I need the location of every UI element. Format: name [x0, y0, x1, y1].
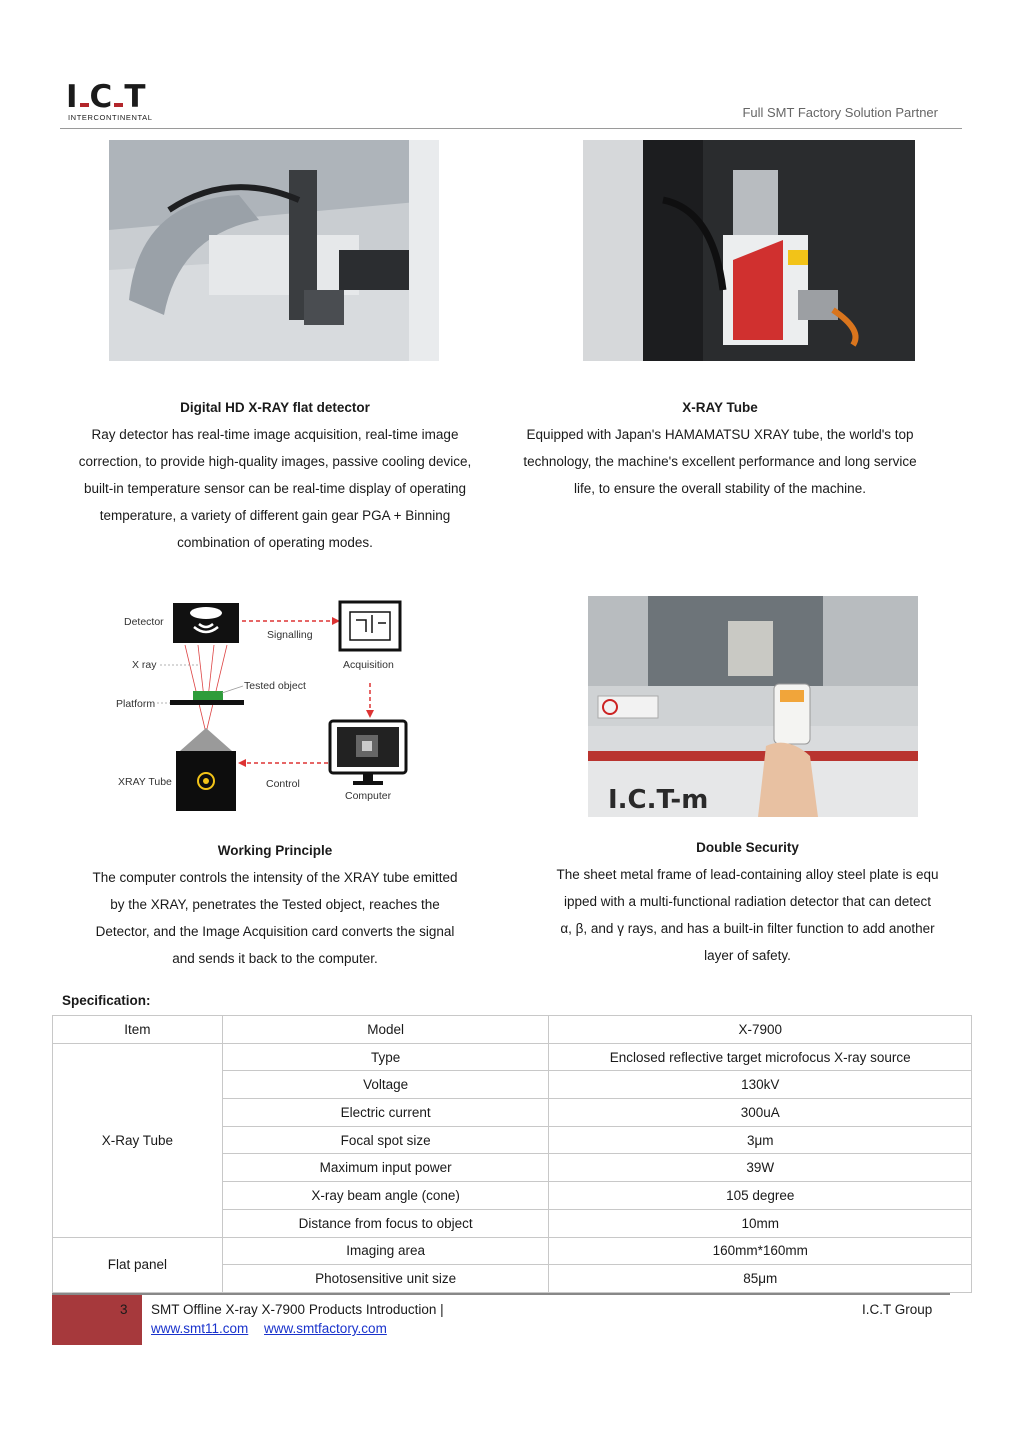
footer-link-smt11[interactable]: www.smt11.com — [151, 1321, 249, 1336]
diagram-platform-label: Platform — [116, 698, 156, 710]
param-cell: Voltage — [222, 1071, 549, 1099]
param-cell: Type — [222, 1043, 549, 1071]
table-row — [53, 1237, 972, 1265]
diagram-xray-label: X ray — [132, 659, 157, 671]
value-cell: 160mm*160mm — [549, 1237, 972, 1265]
footer-divider — [52, 1293, 950, 1295]
footer-title: SMT Offline X-ray X-7900 Products Introduction | — [151, 1302, 444, 1317]
specification-table — [52, 1015, 972, 1293]
header-divider — [60, 128, 962, 129]
table-header-row — [53, 1016, 972, 1044]
footer-links — [151, 1321, 399, 1336]
detector-line: Ray detector has real-time image acquisition, real-time image — [91, 427, 459, 442]
param-cell: Electric current — [222, 1099, 549, 1127]
diagram-control-label: Control — [266, 778, 300, 790]
value-cell: 10mm — [549, 1209, 972, 1237]
param-cell: Focal spot size — [222, 1126, 549, 1154]
logo-dot — [80, 103, 89, 107]
header-tagline: Full SMT Factory Solution Partner — [742, 105, 938, 120]
value-cell: 300uA — [549, 1099, 972, 1127]
value-cell: 85μm — [549, 1265, 972, 1293]
value-cell: 39W — [549, 1154, 972, 1182]
tube-title: X-RAY Tube — [682, 400, 758, 415]
principle-line: by the XRAY, penetrates the Tested object, reaches the — [110, 897, 440, 912]
specification-label: Specification: — [62, 993, 151, 1008]
detector-caption — [60, 394, 490, 556]
detector-line: temperature, a variety of different gain gear PGA + Binning — [99, 508, 451, 523]
flat-detector-photo — [109, 140, 439, 361]
machine-brand-label: I.C.T-m — [608, 785, 709, 815]
value-cell: Enclosed reflective target microfocus X-ray source — [549, 1043, 972, 1071]
value-cell: 130kV — [549, 1071, 972, 1099]
company-logo — [66, 79, 147, 115]
group-xray-tube: X-Ray Tube — [53, 1043, 223, 1237]
diagram-computer-label: Computer — [345, 790, 392, 802]
principle-line: The computer controls the intensity of the XRAY tube emitted — [92, 870, 458, 885]
principle-line: Detector, and the Image Acquisition card converts the signal — [95, 924, 455, 939]
footer-accent-bar — [52, 1294, 142, 1345]
security-line: α, β, and γ rays, and has a built-in filter function to add another — [560, 921, 935, 936]
footer-link-smtfactory[interactable]: www.smtfactory.com — [264, 1321, 387, 1336]
detector-line: built-in temperature sensor can be real-time display of operating — [84, 481, 466, 496]
security-title: Double Security — [696, 840, 799, 855]
logo-subtitle: INTERCONTINENTAL — [68, 113, 153, 122]
header-model: Model — [222, 1016, 549, 1044]
diagram-detector-label: Detector — [124, 616, 164, 628]
tube-line: Equipped with Japan's HAMAMATSU XRAY tube, the world's top — [526, 427, 914, 442]
param-cell: Maximum input power — [222, 1154, 549, 1182]
logo-letter: I — [66, 79, 79, 115]
detector-line: combination of operating modes. — [177, 535, 373, 550]
page-number: 3 — [120, 1302, 128, 1317]
param-cell: Distance from focus to object — [222, 1209, 549, 1237]
detector-title: Digital HD X-RAY flat detector — [180, 400, 370, 415]
principle-line: and sends it back to the computer. — [172, 951, 378, 966]
xray-tube-photo — [583, 140, 915, 361]
header-item: Item — [53, 1016, 223, 1044]
tube-line: life, to ensure the overall stability of the machine. — [574, 481, 866, 496]
security-line: The sheet metal frame of lead-containing alloy steel plate is equ — [556, 867, 939, 882]
header-model-value: X-7900 — [549, 1016, 972, 1044]
diagram-acquisition-label: Acquisition — [343, 659, 394, 671]
value-cell: 105 degree — [549, 1182, 972, 1210]
detector-line: correction, to provide high-quality images, passive cooling device, — [78, 454, 472, 469]
diagram-xray-tube-label: XRAY Tube — [118, 776, 172, 788]
table-row — [53, 1043, 972, 1071]
tube-line: technology, the machine's excellent performance and long service — [523, 454, 917, 469]
security-line: layer of safety. — [704, 948, 791, 963]
security-caption — [530, 834, 965, 969]
param-cell: X-ray beam angle (cone) — [222, 1182, 549, 1210]
value-cell: 3μm — [549, 1126, 972, 1154]
principle-caption — [60, 837, 490, 972]
double-security-photo — [588, 596, 918, 817]
param-cell: Imaging area — [222, 1237, 549, 1265]
logo-dot — [114, 103, 123, 107]
logo-letter: C — [89, 79, 114, 115]
working-principle-diagram — [110, 593, 420, 818]
security-line: ipped with a multi-functional radiation detector that can detect — [564, 894, 931, 909]
tube-caption — [505, 394, 935, 502]
logo-letter: T — [124, 79, 147, 115]
footer-company: I.C.T Group — [862, 1302, 933, 1317]
diagram-tested-object-label: Tested object — [244, 680, 306, 692]
diagram-signalling-label: Signalling — [267, 629, 313, 641]
param-cell: Photosensitive unit size — [222, 1265, 549, 1293]
group-flat-panel: Flat panel — [53, 1237, 223, 1292]
principle-title: Working Principle — [217, 843, 333, 858]
